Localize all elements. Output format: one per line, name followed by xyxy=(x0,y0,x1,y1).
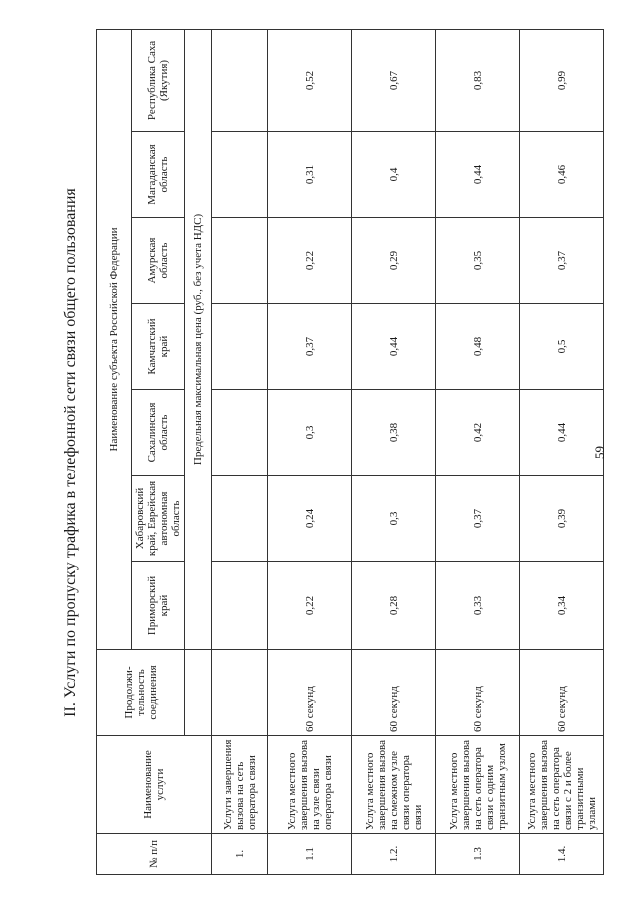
price-cell: 0,3 xyxy=(268,390,352,476)
price-cell: 0,35 xyxy=(436,218,520,304)
price-cell: 0,37 xyxy=(436,476,520,562)
price-cell xyxy=(212,132,268,218)
price-cell xyxy=(212,562,268,650)
tariff-table xyxy=(96,29,604,875)
price-cell: 0,22 xyxy=(268,218,352,304)
price-cell: 0,31 xyxy=(268,132,352,218)
price-cell: 0,29 xyxy=(352,218,436,304)
row-duration xyxy=(212,650,268,736)
header-price-caption: Предельная максимальная цена (руб., без учета НДС) xyxy=(185,29,212,649)
price-cell: 0,48 xyxy=(436,304,520,390)
row-no: 1.4. xyxy=(520,834,604,875)
row-no: 1.2. xyxy=(352,834,436,875)
section-title: II. Услуги по пропуску трафика в телефонной сети связи общего пользования xyxy=(62,188,79,717)
table-row xyxy=(436,29,520,874)
price-cell: 0,37 xyxy=(268,304,352,390)
row-no: 1. xyxy=(212,834,268,875)
row-no: 1.1 xyxy=(268,834,352,875)
header-no: № п/п xyxy=(97,834,212,875)
price-cell: 0,39 xyxy=(520,476,604,562)
price-cell: 0,42 xyxy=(436,390,520,476)
row-duration: 60 секунд xyxy=(436,650,520,736)
price-cell: 0,5 xyxy=(520,304,604,390)
price-cell: 0,83 xyxy=(436,29,520,131)
header-region: Сахалинская область xyxy=(132,390,185,476)
page-number: 59 xyxy=(592,446,607,459)
row-service: Услуги завершения вызова на сеть оператора связи xyxy=(212,736,268,834)
header-duration: Продолжи- тельность соединения xyxy=(97,650,185,736)
header-region: Хабаровский край, Еврейская автономная область xyxy=(132,476,185,562)
row-duration: 60 секунд xyxy=(352,650,436,736)
price-cell: 0,46 xyxy=(520,132,604,218)
table-row xyxy=(212,29,268,874)
header-duration-blank xyxy=(185,650,212,736)
price-cell: 0,33 xyxy=(436,562,520,650)
price-cell: 0,37 xyxy=(520,218,604,304)
price-cell: 0,3 xyxy=(352,476,436,562)
header-region: Приморский край xyxy=(132,562,185,650)
price-cell xyxy=(212,390,268,476)
table-row xyxy=(352,29,436,874)
row-service: Услуга местного завершения вызова на сеть оператора связи с одним транзитным узлом xyxy=(436,736,520,834)
row-duration: 60 секунд xyxy=(268,650,352,736)
row-no: 1.3 xyxy=(436,834,520,875)
row-duration: 60 секунд xyxy=(520,650,604,736)
row-service: Услуга местного завершения вызова на узле связи оператора связи xyxy=(268,736,352,834)
row-service: Услуга местного завершения вызова на сеть оператора связи с 2 и более транзитными узлами xyxy=(520,736,604,834)
price-cell xyxy=(212,218,268,304)
price-cell: 0,99 xyxy=(520,29,604,131)
table-row xyxy=(268,29,352,874)
price-cell: 0,38 xyxy=(352,390,436,476)
price-cell xyxy=(212,304,268,390)
price-cell: 0,44 xyxy=(520,390,604,476)
price-cell: 0,44 xyxy=(352,304,436,390)
price-cell: 0,22 xyxy=(268,562,352,650)
header-region: Камчатский край xyxy=(132,304,185,390)
price-cell: 0,67 xyxy=(352,29,436,131)
header-region: Магаданская область xyxy=(132,132,185,218)
header-region: Республика Саха (Якутия) xyxy=(132,29,185,131)
price-cell: 0,28 xyxy=(352,562,436,650)
price-cell: 0,34 xyxy=(520,562,604,650)
price-cell: 0,24 xyxy=(268,476,352,562)
row-service: Услуга местного завершения вызова на смежном узле связи оператора связи xyxy=(352,736,436,834)
header-region: Амурская область xyxy=(132,218,185,304)
table-row xyxy=(520,29,604,874)
header-region-group: Наименование субъекта Российской Федерации xyxy=(97,29,132,649)
price-cell xyxy=(212,29,268,131)
price-cell: 0,44 xyxy=(436,132,520,218)
price-cell xyxy=(212,476,268,562)
price-cell: 0,52 xyxy=(268,29,352,131)
price-cell: 0,4 xyxy=(352,132,436,218)
header-service: Наименование услуги xyxy=(97,736,212,834)
